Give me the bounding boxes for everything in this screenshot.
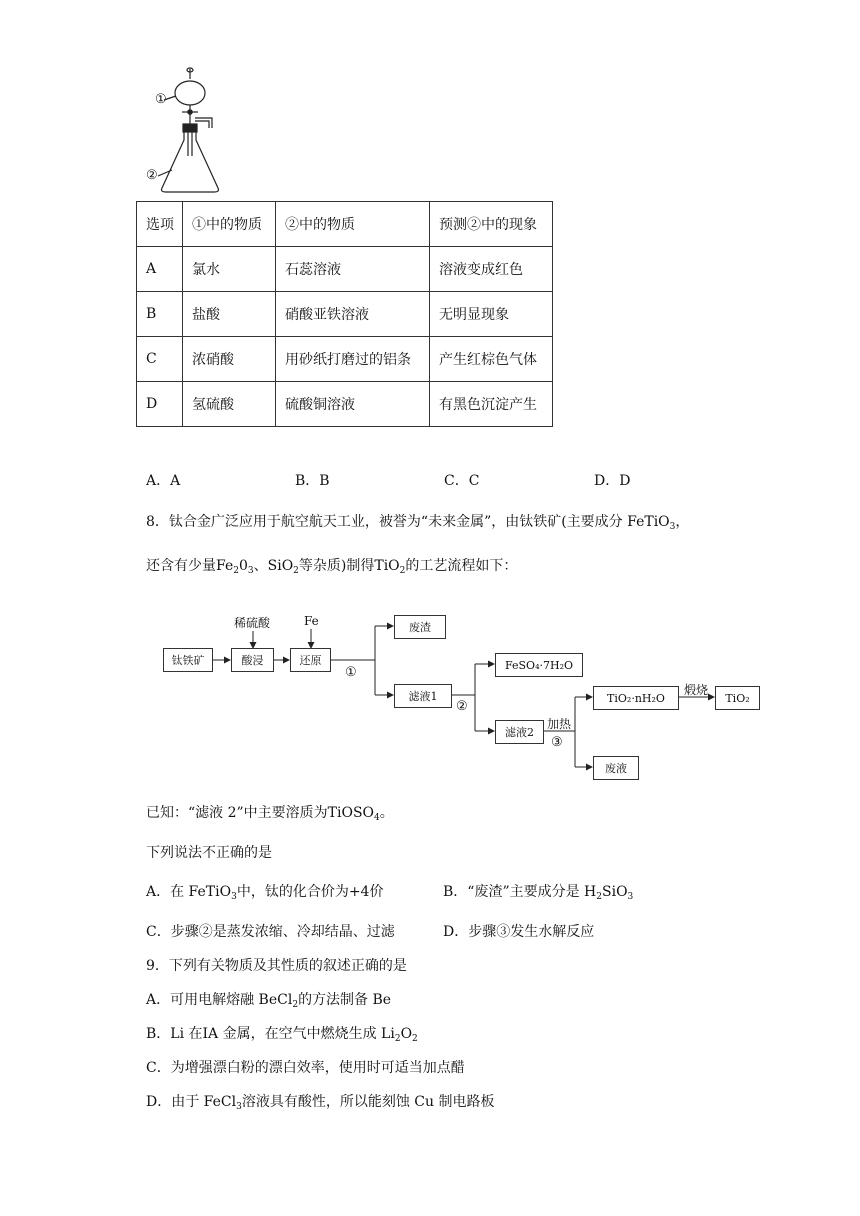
table-cell: C (137, 337, 183, 382)
apparatus-label-1: ① (155, 92, 167, 107)
table-cell: 盐酸 (183, 292, 276, 337)
table-cell: 预测②中的现象 (430, 202, 553, 247)
text-run: ， (675, 514, 690, 530)
subscript: 3 (236, 1102, 242, 1112)
table-cell: B (137, 292, 183, 337)
q8-known (146, 803, 394, 828)
table-cell: 硝酸亚铁溶液 (276, 292, 430, 337)
q8-question: 下列说法不正确的是 (146, 845, 272, 861)
table-cell: 有黑色沉淀产生 (430, 382, 553, 427)
text-run: 。 (379, 805, 394, 821)
text-run: 、SiO (253, 558, 294, 574)
text-run: A．在 FeTiO (146, 884, 232, 900)
q9-stem: 9．下列有关物质及其性质的叙述正确的是 (146, 958, 407, 974)
table-cell: 产生红棕色气体 (430, 337, 553, 382)
flow-box-filtrate1: 滤液1 (394, 684, 452, 708)
flow-box-waste-liquid: 废液 (593, 756, 639, 780)
q8-option-c: C．步骤②是蒸发浓缩、冷却结晶、过滤 (146, 924, 395, 940)
flow-box-feso4: FeSO₄·7H₂O (495, 653, 583, 677)
table-cell: D (137, 382, 183, 427)
q7-choice-c: C．C (444, 473, 480, 489)
q9-option-a (146, 990, 391, 1015)
table-cell: 石蕊溶液 (276, 247, 430, 292)
text-run: 已知：“滤液 2”中主要溶质为TiOSO (146, 805, 375, 821)
text-run: O (400, 1026, 413, 1042)
q9-option-b (146, 1024, 418, 1049)
text-run: 溶液具有酸性，所以能刻蚀 Cu 制电路板 (241, 1094, 495, 1110)
q7-choice-b: B．B (295, 473, 330, 489)
text-run: B．“废渣”主要成分是 H (443, 884, 597, 900)
subscript: 3 (247, 566, 254, 576)
text-run: 的方法制备 Be (298, 992, 392, 1008)
q8-option-b (443, 882, 633, 907)
subscript: 3 (231, 892, 237, 902)
q7-choice-a: A．A (146, 473, 181, 489)
text-run: A．可用电解熔融 BeCl (146, 992, 293, 1008)
q8-option-a (146, 882, 383, 907)
flow-label-reagent-acid: 稀硫酸 (234, 616, 271, 630)
text-run: 等杂质)制得TiO (298, 558, 400, 574)
flow-label-step2: ② (456, 699, 468, 714)
table-cell: 氢硫酸 (183, 382, 276, 427)
flow-box-ore: 钛铁矿 (163, 648, 213, 672)
text-run: 中，钛的化合价为+4价 (236, 884, 384, 900)
table-cell: 硫酸铜溶液 (276, 382, 430, 427)
flow-box-reduce: 还原 (290, 648, 331, 672)
q7-choice-d: D．D (594, 473, 631, 489)
flow-label-calcine: 煅烧 (684, 683, 709, 697)
table-cell: 无明显现象 (430, 292, 553, 337)
flow-label-step1: ① (345, 665, 357, 680)
subscript: 2 (233, 566, 239, 576)
table-cell: 浓硝酸 (183, 337, 276, 382)
text-run: SiO (602, 884, 628, 900)
text-run: 8．钛合金广泛应用于航空航天工业，被誉为“未来金属”，由钛铁矿(主要成分 FeTiO (146, 514, 670, 530)
text-run: 0 (238, 558, 248, 574)
text-run: 还含有少量Fe (146, 558, 234, 574)
text-run: B．Li 在ⅠA 金属，在空气中燃烧生成 Li (146, 1026, 395, 1042)
table-cell: ②中的物质 (276, 202, 430, 247)
q9-option-c: C．为增强漂白粉的漂白效率，使用时可适当加点醋 (146, 1060, 465, 1076)
subscript: 2 (292, 1000, 299, 1010)
subscript: 2 (394, 1034, 401, 1044)
flow-box-waste-residue: 废渣 (394, 615, 446, 639)
subscript: 2 (412, 1034, 418, 1044)
flow-label-step3: ③ (551, 735, 563, 750)
text-run: D．由于 FeCl (146, 1094, 237, 1110)
apparatus-label-2: ② (146, 168, 158, 183)
flow-label-reagent-fe: Fe (304, 614, 319, 628)
subscript: 4 (374, 813, 380, 823)
subscript: 3 (627, 892, 634, 902)
flow-label-heat: 加热 (547, 717, 572, 731)
table-cell: ①中的物质 (183, 202, 276, 247)
q9-option-d (146, 1092, 494, 1117)
flow-box-tio2-nh2o: TiO₂·nH₂O (593, 686, 679, 710)
text-run: 的工艺流程如下： (405, 558, 518, 574)
subscript: 2 (293, 566, 299, 576)
flow-box-acid-leach: 酸浸 (231, 648, 274, 672)
table-cell: 氯水 (183, 247, 276, 292)
flow-box-tio2: TiO₂ (715, 686, 760, 710)
q8-option-d: D．步骤③发生水解反应 (443, 924, 595, 940)
table-cell: 用砂纸打磨过的铝条 (276, 337, 430, 382)
subscript: 2 (399, 566, 406, 576)
flow-box-filtrate2: 滤液2 (495, 720, 544, 744)
table-cell: 选项 (137, 202, 183, 247)
table-cell: A (137, 247, 183, 292)
subscript: 3 (669, 522, 676, 532)
subscript: 2 (596, 892, 602, 902)
table-cell: 溶液变成红色 (430, 247, 553, 292)
